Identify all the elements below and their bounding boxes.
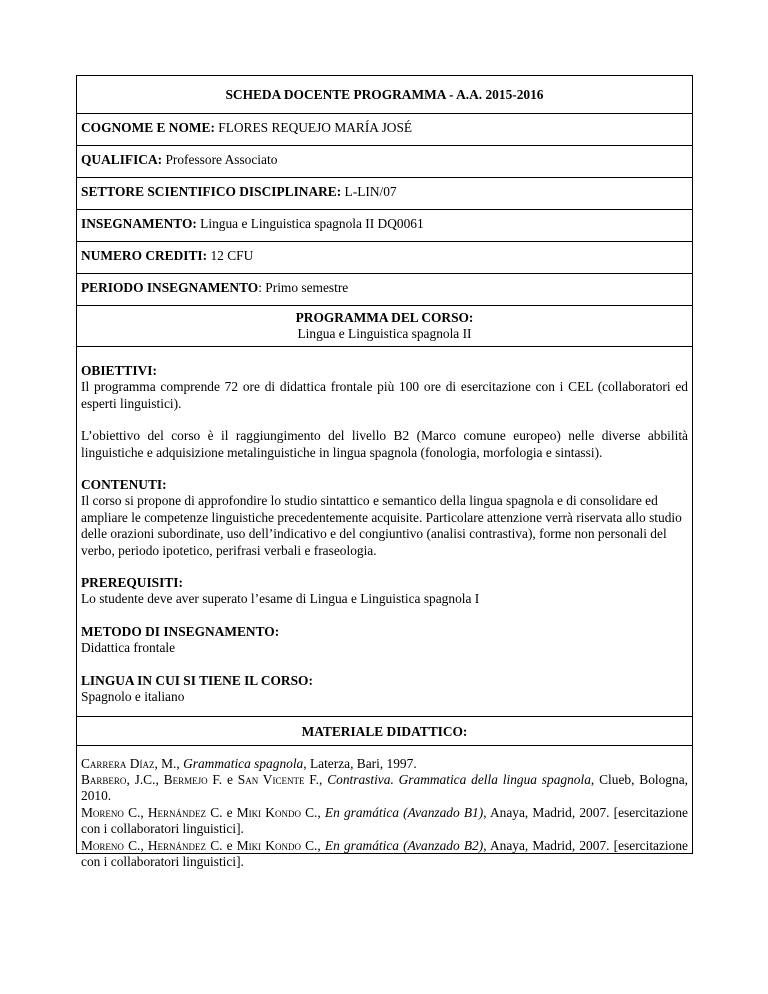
book-title: En gramática (Avanzado B2) (324, 837, 484, 853)
field-row-insegnamento (77, 210, 692, 242)
author-name: Hernández (147, 804, 207, 820)
publication-info: , Laterza, Bari, 1997. (303, 755, 417, 771)
field-row-periodo (77, 274, 692, 306)
sheet-title-text: SCHEDA DOCENTE PROGRAMMA - A.A. 2015-2016 (225, 87, 544, 102)
field-label: PERIODO INSEGNAMENTO (81, 280, 259, 295)
field-label: NUMERO CREDITI: (81, 248, 208, 263)
field-value: FLORES REQUEJO MARÍA JOSÉ (214, 120, 413, 135)
author-name: Carrera Díaz (81, 755, 155, 771)
materiale-header (77, 717, 692, 746)
section-heading: LINGUA IN CUI SI TIENE IL CORSO: (81, 672, 313, 688)
author-initials: C., (123, 804, 148, 820)
author-initials: C., (123, 837, 148, 853)
author-initials: C. e (206, 837, 237, 853)
author-initials: C., (300, 804, 325, 820)
programma-title: PROGRAMMA DEL CORSO: (295, 310, 474, 325)
author-initials: F. e (207, 771, 238, 787)
course-sheet-table (76, 75, 693, 869)
section-metodo (81, 624, 688, 657)
sheet-title (77, 76, 692, 114)
field-row-settore (77, 178, 692, 210)
book-title: Contrastiva. Grammatica della lingua spagnola (327, 771, 591, 787)
bibliography (77, 746, 692, 869)
section-heading: METODO DI INSEGNAMENTO: (81, 623, 280, 639)
author-name: Miki Kondo (236, 804, 301, 820)
section-heading: OBIETTIVI: (81, 363, 157, 378)
section-paragraph: Spagnolo e italiano (81, 689, 185, 705)
author-initials: , M., (154, 755, 184, 771)
section-paragraph: Lo studente deve aver superato l’esame di Lingua e Linguistica spagnola I (81, 591, 480, 607)
book-title: Grammatica spagnola (183, 755, 304, 771)
book-title: En gramática (Avanzado B1) (324, 804, 484, 820)
programma-subtitle: Lingua e Linguistica spagnola II (297, 326, 472, 341)
author-name: San Vicente (237, 771, 305, 787)
author-name: Hernández (147, 837, 207, 853)
section-paragraph: Didattica frontale (81, 640, 176, 656)
section-prerequisiti (81, 575, 688, 608)
author-name: Bermejo (163, 771, 208, 787)
field-row-cognome-nome (77, 114, 692, 146)
section-lingua (81, 673, 688, 706)
field-label: COGNOME E NOME: (81, 120, 215, 135)
field-value: Professore Associato (162, 152, 278, 167)
field-label: SETTORE SCIENTIFICO DISCIPLINARE: (81, 184, 342, 199)
publication-info: , Clueb, Bologna, 2010. (81, 771, 688, 804)
field-value: : Primo semestre (258, 280, 349, 295)
field-row-qualifica (77, 146, 692, 178)
publication-info: , Anaya, Madrid, 2007. [esercitazione con i collaboratori linguistici]. (81, 804, 688, 837)
section-contenuti (81, 477, 688, 559)
section-paragraph: Il corso si propone di approfondire lo studio sintattico e semantico della lingua spagnola e di consolidare ed ampliare le competenze linguistiche precedentemente acquisite. Particolare attenzione verrà riservata allo studio delle orazioni subordinate, uso dell’indicativo e del congiuntivo (analisi contrastiva), forme non personali del verbo, periodo ipotetico, perifrasi verbali e fraseologia. (81, 493, 682, 558)
bibliography-entry (81, 772, 688, 805)
section-heading: PREREQUISITI: (81, 575, 183, 591)
section-paragraph: L’obiettivo del corso è il raggiungimento del livello B2 (Marco comune europeo) nelle diverse abbilità linguistiche e adquisizione metalinguistiche in lingua spagnola (fonologia, morfologia e sintassi). (81, 428, 688, 460)
author-initials: C., (300, 837, 325, 853)
field-value: 12 CFU (207, 248, 254, 263)
materiale-title: MATERIALE DIDATTICO: (301, 723, 468, 739)
author-name: Moreno (81, 804, 124, 820)
author-initials: F., (304, 771, 328, 787)
course-description (77, 347, 692, 717)
author-name: Barbero (81, 771, 127, 787)
author-initials: C. e (206, 804, 237, 820)
author-name: Moreno (81, 837, 124, 853)
author-initials: , J.C., (126, 771, 164, 787)
field-value: Lingua e Linguistica spagnola II DQ0061 (196, 216, 424, 231)
field-label: QUALIFICA: (81, 152, 163, 167)
section-heading: CONTENUTI: (81, 477, 167, 493)
bibliography-entry (81, 838, 688, 871)
field-label: INSEGNAMENTO: (81, 216, 197, 231)
publication-info: , Anaya, Madrid, 2007. [esercitazione con i collaboratori linguistici]. (81, 837, 688, 869)
programma-header (77, 306, 692, 347)
field-value: L-LIN/07 (341, 184, 397, 199)
section-paragraph: Il programma comprende 72 ore di didattica frontale più 100 ore di esercitazione con i CEL (collaboratori ed esperti linguistici). (81, 379, 688, 411)
bibliography-entry (81, 756, 688, 772)
author-name: Miki Kondo (236, 837, 301, 853)
field-row-crediti (77, 242, 692, 274)
bibliography-entry (81, 805, 688, 838)
section-obiettivi (81, 363, 688, 412)
